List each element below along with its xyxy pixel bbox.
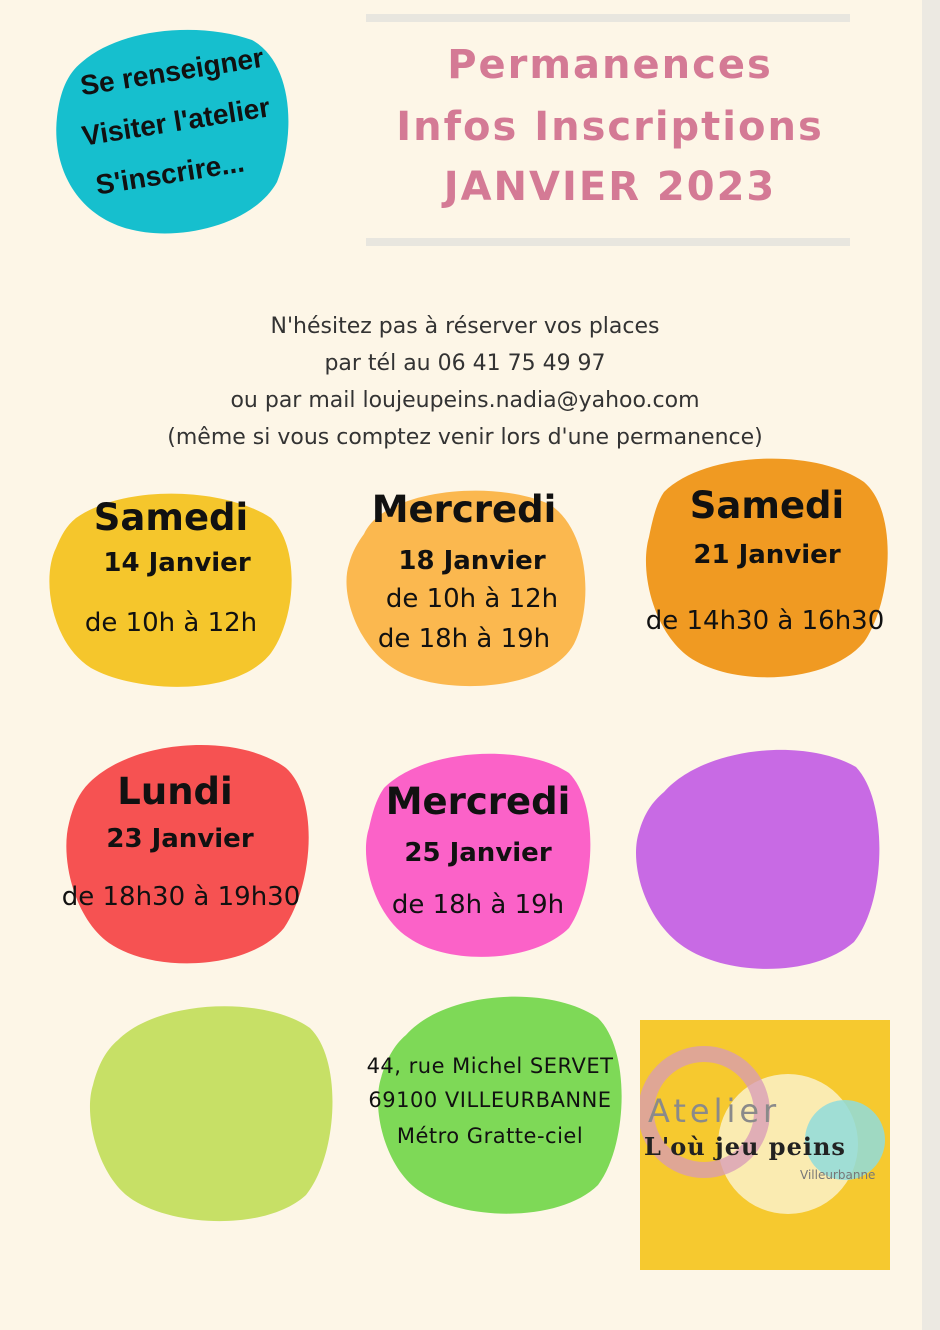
- session-card-3: [644, 452, 890, 682]
- intro-line-2: Visiter l'atelier: [79, 91, 273, 152]
- info-line-1: N'hésitez pas à réserver vos places: [270, 314, 660, 339]
- session-day: Mercredi: [385, 780, 571, 823]
- address-line-1: 44, rue Michel SERVET: [366, 1054, 614, 1078]
- title-line-3: JANVIER 2023: [443, 164, 777, 210]
- session-card-4: [61, 738, 314, 966]
- session-hours: de 10h à 12h: [84, 608, 258, 638]
- session-day: Lundi: [117, 770, 233, 813]
- address-line-2: 69100 VILLEURBANNE: [368, 1088, 612, 1112]
- intro-line-3: S'inscrire...: [93, 146, 247, 201]
- lime-blob: [88, 1000, 334, 1222]
- top-rule: [366, 14, 850, 22]
- info-text: [130, 308, 800, 456]
- info-line-2: par tél au 06 41 75 49 97: [324, 351, 606, 376]
- session-day: Samedi: [689, 484, 845, 527]
- session-day: Mercredi: [371, 488, 557, 531]
- session-day: Samedi: [93, 496, 249, 539]
- session-date: 14 Janvier: [103, 548, 251, 578]
- session-date: 25 Janvier: [404, 838, 552, 868]
- purple-blob: [634, 742, 882, 972]
- session-hours: de 10h à 12h: [385, 584, 559, 614]
- lime-blob-shape: [88, 1000, 334, 1222]
- intro-badge: [52, 22, 290, 238]
- session-date: 18 Janvier: [398, 546, 546, 576]
- intro-line-1: Se renseigner: [78, 41, 266, 102]
- info-line-3: ou par mail loujeupeins.nadia@yahoo.com: [230, 388, 700, 413]
- title-line-2: Infos Inscriptions: [396, 104, 824, 150]
- session-date: 21 Janvier: [693, 540, 841, 570]
- address-line-3: Métro Gratte-ciel: [396, 1124, 584, 1148]
- session-card-5: [364, 748, 592, 958]
- info-line-4: (même si vous comptez venir lors d'une permanence): [167, 425, 763, 450]
- bottom-rule: [366, 238, 850, 246]
- session-date: 23 Janvier: [106, 824, 254, 854]
- logo-atelier-text: Atelier: [648, 1092, 781, 1130]
- session-card-1: [46, 488, 296, 688]
- purple-blob-shape: [634, 742, 882, 972]
- logo-city-text: Villeurbanne: [800, 1168, 876, 1182]
- logo-name-text: L'où jeu peins: [644, 1132, 846, 1161]
- session-hours: de 14h30 à 16h30: [645, 606, 885, 636]
- session-card-2: [344, 484, 592, 688]
- session-hours: de 18h à 19h: [391, 890, 565, 920]
- title-line-1: Permanences: [447, 42, 773, 88]
- session-hours: de 18h30 à 19h30: [61, 882, 301, 912]
- atelier-logo: [640, 1020, 890, 1270]
- session-hours: de 18h à 19h: [377, 624, 551, 654]
- right-edge-strip: [922, 0, 940, 1330]
